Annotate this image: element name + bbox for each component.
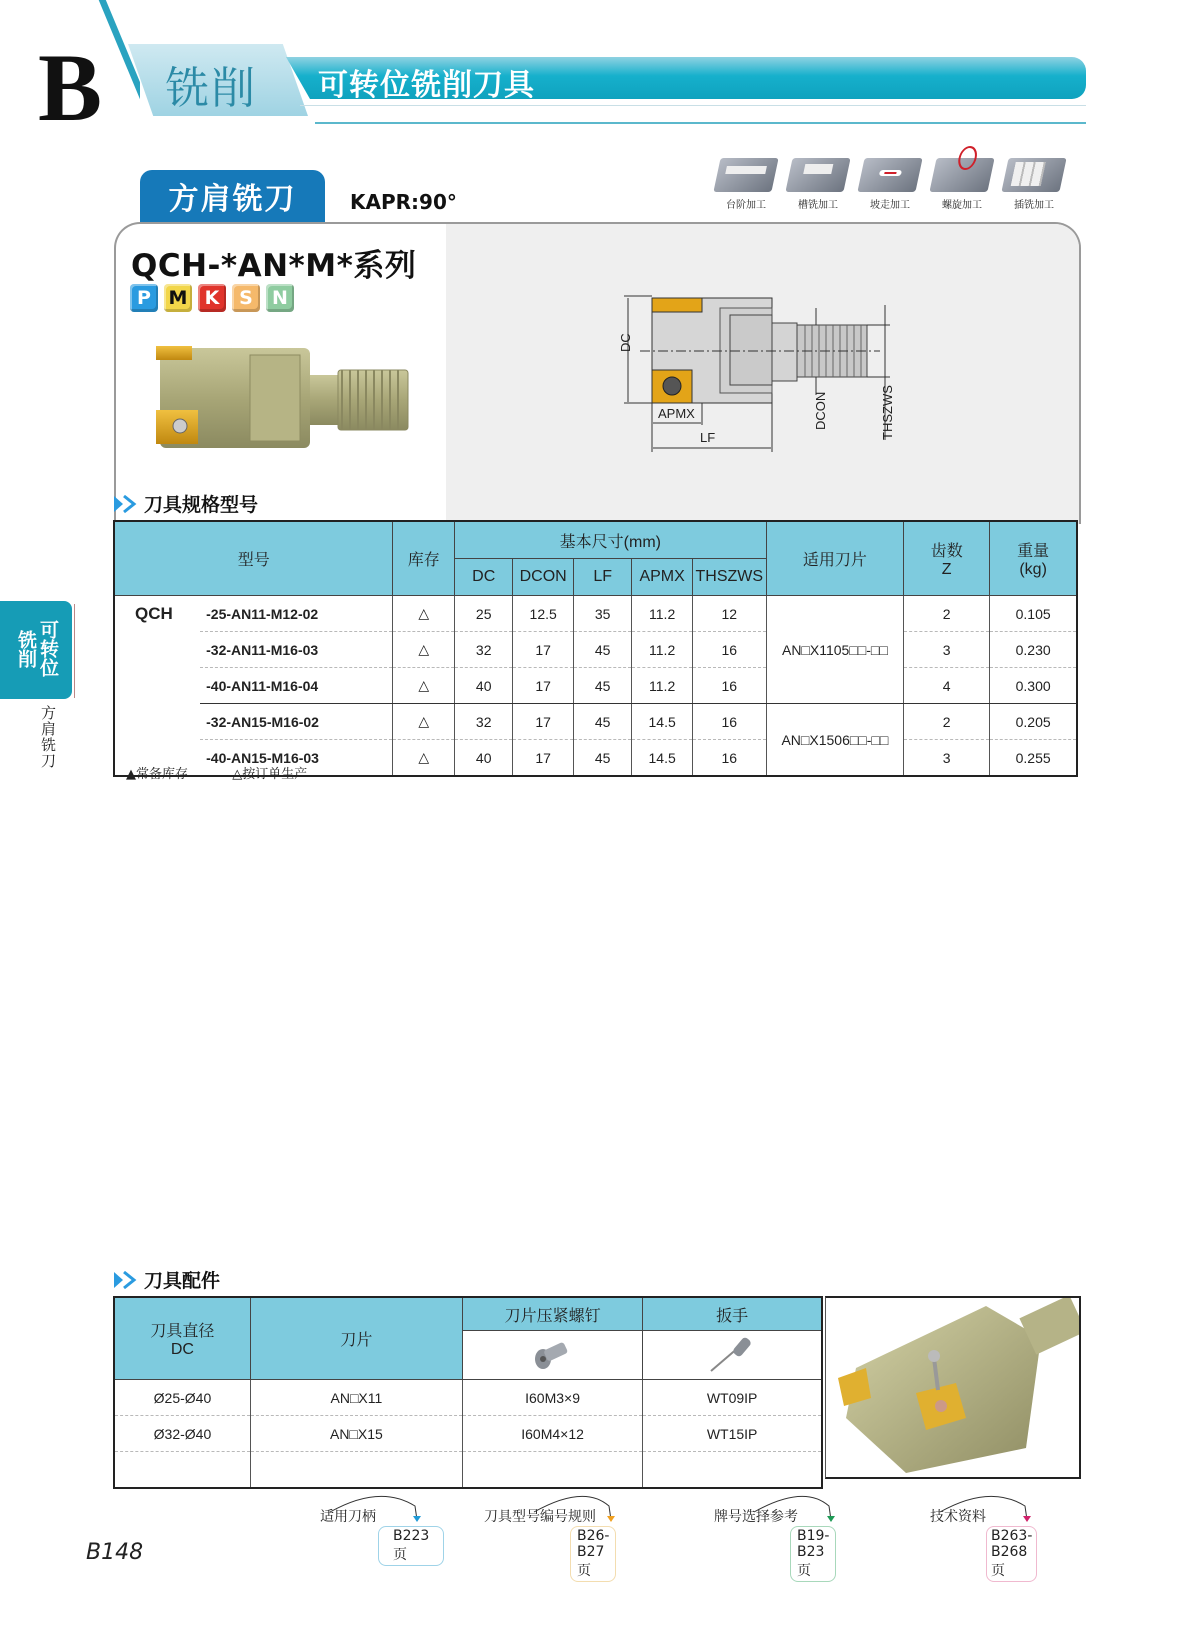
screw-icon [533,1335,573,1371]
assembly-image [825,1296,1081,1479]
reference-model-numbering[interactable]: 刀具型号编号规则 B26-B27页 [484,1506,596,1526]
col-weight: 重量 (kg) [990,521,1077,596]
plunge-milling-icon [1001,158,1066,192]
col-apmx: APMX [632,559,693,596]
helical-milling-icon [929,158,994,192]
side-tab-subtitle: 方肩铣刀 [39,705,57,769]
table-row: -32-AN11-M16-03 △ 32 17 45 11.2 16 3 0.230 [114,632,1077,668]
legend-to-order: △按订单生产 [232,767,308,782]
page-ref-pill[interactable]: B19-B23页 [790,1526,836,1582]
reference-link-holder[interactable]: 适用刀柄 B223页 [320,1506,376,1526]
material-badge-k: K [198,284,226,312]
col-insert: 刀片 [250,1297,462,1380]
shoulder-milling-icon [713,158,778,192]
accessories-table [113,1296,823,1489]
curved-arrow-icon [320,1494,430,1524]
material-badge-m: M [164,284,192,312]
page-title: 可转位铣削刀具 [318,68,535,103]
spec-section-heading: 刀具规格型号 [112,490,258,517]
col-dc: DC [454,559,512,596]
slot-milling-icon [785,158,850,192]
divider [315,122,1086,124]
kapr-angle: KAPR:90° [350,190,457,214]
col-wrench: 扳手 [643,1297,822,1331]
page-ref-pill[interactable]: B263-B268页 [986,1526,1037,1582]
table-row: -40-AN15-M16-03 △ 40 17 45 14.5 16 3 0.255 [114,740,1077,777]
operation-ramping: 坡走加工 [858,158,922,211]
product-image [150,340,430,460]
operation-plunge: 插铣加工 [1002,158,1066,211]
series-title: QCH-*AN*M*系列 [131,248,417,284]
double-chevron-icon [112,1270,138,1290]
operation-helical: 螺旋加工 [930,158,994,211]
svg-text:DCON: DCON [813,391,828,430]
category-label: 铣削 [165,63,257,114]
stock-legend [126,763,307,782]
table-row: Ø32-Ø40 AN□X15 I60M4×12 WT15IP [114,1416,822,1452]
col-teeth: 齿数 Z [904,521,990,596]
table-row: QCH -25-AN11-M12-02 △ 25 12.5 35 11.2 12 AN□X1105□□-□□ 2 0.105 [114,596,1077,632]
operation-shoulder: 台阶加工 [714,158,778,211]
material-badge-p: P [130,284,158,312]
table-row: -40-AN11-M16-04 △ 40 17 45 11.2 16 4 0.300 [114,668,1077,704]
dimension-diagram [580,290,920,460]
page-ref-pill[interactable]: B26-B27页 [570,1526,616,1582]
operation-icons [714,158,1066,211]
svg-text:LF: LF [700,430,716,445]
brand-cell: QCH [114,596,200,777]
cutter-assembly-render [826,1298,1079,1477]
insert-cell: AN□X1506□□-□□ [766,704,903,777]
material-badge-n: N [266,284,294,312]
legend-in-stock: ▲常备库存 [126,767,188,782]
col-stock: 库存 [393,521,455,596]
double-chevron-icon [112,494,138,514]
col-lf: LF [573,559,631,596]
col-screw: 刀片压紧螺钉 [462,1297,642,1331]
side-tab-line1: 可转位 [37,620,59,677]
curved-arrow-icon [744,1494,854,1524]
wrench-icon [705,1333,759,1373]
col-model: 型号 [114,521,393,596]
reference-technical-data[interactable]: 技术资料 B263-B268页 [930,1506,986,1526]
table-row [114,1452,822,1489]
ramping-icon [857,158,922,192]
page-ref-pill[interactable]: B223页 [378,1526,444,1566]
material-badges [130,284,294,312]
product-type-label: 方肩铣刀 [168,182,297,217]
header-slash-decoration [80,0,140,120]
accessories-section-heading: 刀具配件 [112,1266,220,1293]
col-thszws: THSZWS [692,559,766,596]
material-badge-s: S [232,284,260,312]
divider [300,105,1086,106]
table-row: Ø25-Ø40 AN□X11 I60M3×9 WT09IP [114,1380,822,1416]
svg-text:THSZWS: THSZWS [880,385,895,440]
operation-slot: 槽铣加工 [786,158,850,211]
curved-arrow-icon [930,1494,1040,1524]
reference-grade-selection[interactable]: 牌号选择参考 B19-B23页 [714,1506,798,1526]
svg-text:DC: DC [618,333,633,352]
spec-table [113,520,1078,777]
col-diameter: 刀具直径 DC [114,1297,250,1380]
table-row: -32-AN15-M16-02 △ 32 17 45 14.5 16 AN□X1506□□-□□ 2 0.205 [114,704,1077,740]
col-insert: 适用刀片 [766,521,903,596]
page-number: B148 [86,1540,144,1565]
side-tab-line2: 铣削 [15,630,37,668]
svg-text:APMX: APMX [658,406,695,421]
side-tab-edge [74,604,75,698]
col-dims: 基本尺寸(mm) [454,521,766,559]
curved-arrow-icon [524,1494,634,1524]
section-letter: B [38,34,103,141]
insert-cell: AN□X1105□□-□□ [766,596,903,704]
col-dcon: DCON [513,559,574,596]
